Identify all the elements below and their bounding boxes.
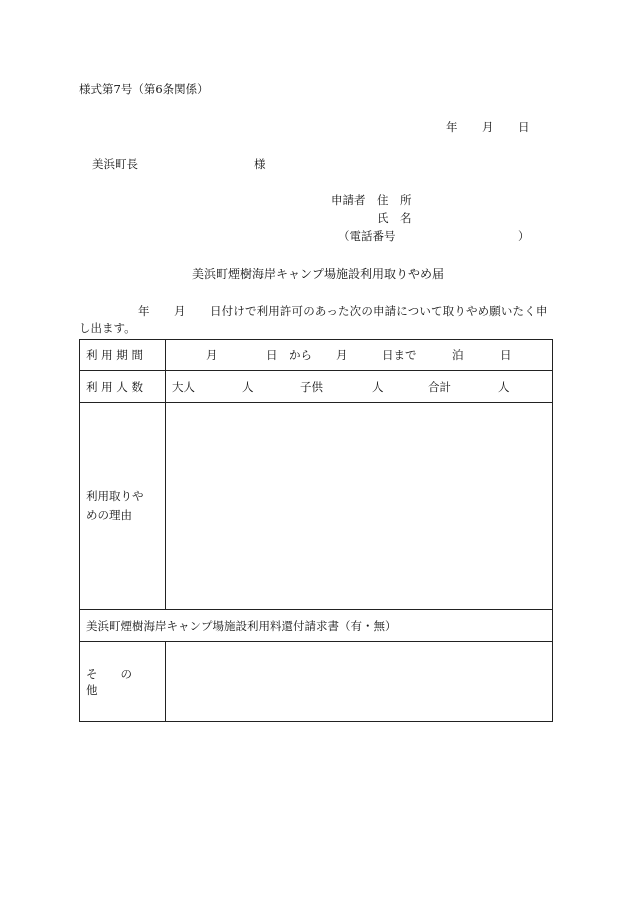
reason-row xyxy=(80,403,553,610)
people-adults-label: 大人 xyxy=(172,379,195,394)
document-title: 美浜町煙樹海岸キャンプ場施設利用取りやめ届 xyxy=(192,267,445,281)
period-days: 日 xyxy=(500,348,512,362)
refund-label[interactable]: 美浜町煙樹海岸キャンプ場施設利用料還付請求書（有・無） xyxy=(80,610,553,642)
people-total-unit: 人 xyxy=(498,379,510,394)
addressee-honorific: 様 xyxy=(254,157,266,171)
period-month2: 月 xyxy=(336,348,348,362)
people-row xyxy=(80,371,553,403)
other-value-cell[interactable] xyxy=(166,642,553,722)
people-total-label: 合計 xyxy=(428,379,451,394)
reason-value-cell[interactable] xyxy=(166,403,553,610)
period-label: 利 用 期 間 xyxy=(80,340,166,371)
date-day-label: 日 xyxy=(518,120,530,134)
applicant-label: 申請者 xyxy=(331,193,366,207)
people-value-cell[interactable] xyxy=(166,371,553,403)
reason-label-line1: 利用取りや xyxy=(86,489,144,503)
period-row xyxy=(80,340,553,371)
other-row xyxy=(80,642,553,722)
people-children-unit: 人 xyxy=(372,379,384,394)
addressee-name: 美浜町長 xyxy=(92,157,138,171)
applicant-phone-close: ） xyxy=(518,229,530,243)
intro-text: 日付けで利用許可のあった次の申請について取りやめ願いたく申 xyxy=(210,304,548,318)
date-month-label: 月 xyxy=(482,120,494,134)
form-number: 様式第7号（第6条関係） xyxy=(79,82,209,96)
people-children-label: 子供 xyxy=(300,379,323,394)
cancellation-form-table xyxy=(79,339,553,722)
people-adults-unit: 人 xyxy=(242,379,254,394)
other-label: そ の 他 xyxy=(80,642,166,722)
applicant-name-label: 氏 名 xyxy=(377,211,412,225)
date-year-label: 年 xyxy=(446,120,458,134)
period-nights: 泊 xyxy=(452,348,464,362)
period-until: 日まで xyxy=(382,348,417,362)
intro-month-label: 月 xyxy=(174,304,186,318)
period-value-cell[interactable] xyxy=(166,340,553,371)
applicant-address-label: 住 所 xyxy=(377,193,412,207)
applicant-phone-open: （電話番号 xyxy=(338,229,396,243)
intro-text-line2: し出ます。 xyxy=(79,321,136,335)
reason-label-line2: めの理由 xyxy=(86,508,132,522)
period-month1: 月 xyxy=(206,348,218,362)
refund-row xyxy=(80,610,553,642)
people-label: 利 用 人 数 xyxy=(80,371,166,403)
period-day1-from: 日 から xyxy=(266,348,312,362)
intro-year-label: 年 xyxy=(138,304,150,318)
reason-label xyxy=(80,403,166,610)
